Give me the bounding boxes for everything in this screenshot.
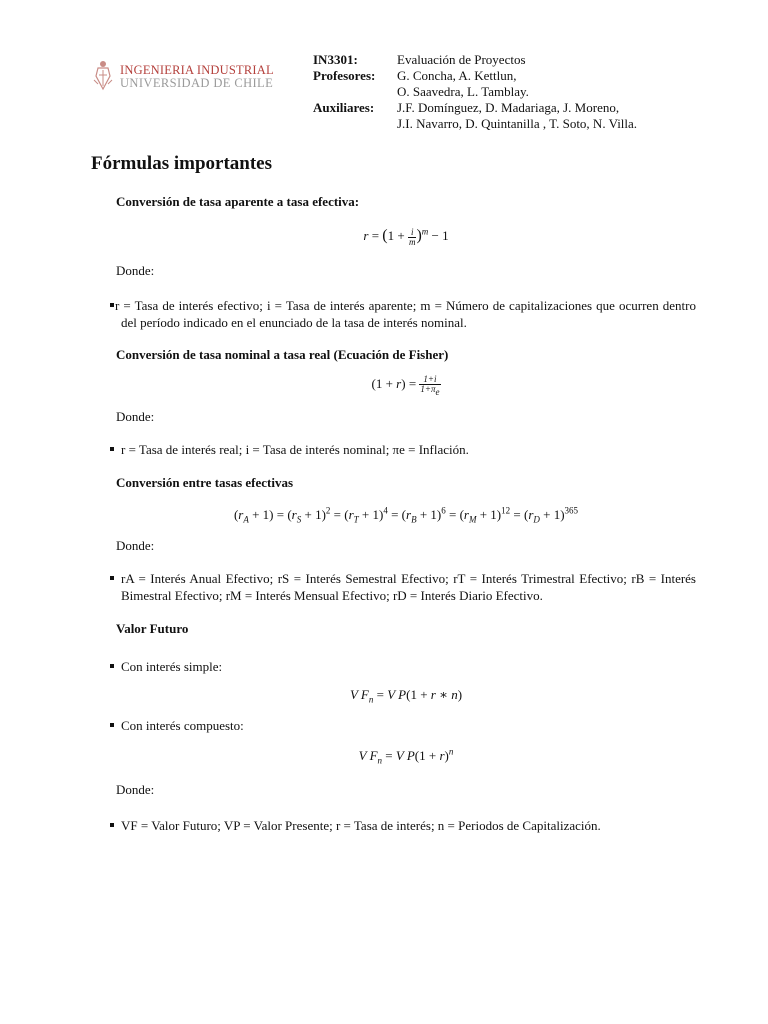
professors-line-2: O. Saavedra, L. Tamblay.: [397, 84, 529, 99]
formula-fisher: (1 + r) = $\frac{1+i}{1+\pi_e}$: [371, 374, 440, 397]
assistants-line-1: J.F. Domínguez, D. Madariaga, J. Moreno,: [397, 100, 620, 115]
bullet-icon: [110, 576, 114, 580]
donde-label: Donde:: [116, 262, 155, 278]
bullet-icon: [110, 723, 114, 727]
bullet-icon: [110, 823, 114, 827]
page-title: Fórmulas importantes: [91, 153, 273, 174]
bullet-icon: [110, 664, 114, 668]
assistants-label: Auxiliares:: [313, 100, 375, 115]
bullet-text: rA = Interés Anual Efectivo; rS = Interés Semestral Efectivo; rT = Interés Trimestral Efectivo; rB = Interés Bimestral Efectivo; rM = Interés Mensual Efectivo; rD = Interés Diario Efectivo.: [121, 571, 696, 604]
bullet-text: VF = Valor Futuro; VP = Valor Presente; r = Tasa de interés; n = Periodos de Capitalización.: [121, 818, 601, 834]
bullet-definitions-future-value: [116, 817, 696, 834]
course-value: Evaluación de Proyectos: [397, 52, 526, 67]
donde-label: Donde:: [116, 409, 155, 425]
section-heading-apparent-to-effective: Conversión de tasa aparente a tasa efectiva:: [116, 194, 360, 209]
section-heading-future-value: Valor Futuro: [116, 621, 189, 637]
professors-line-1: G. Concha, A. Kettlun,: [397, 68, 517, 83]
formula-compound-interest: V $F_n = V$ $P(1 + r)^n$: [358, 746, 454, 766]
crest-icon: [92, 58, 114, 92]
bullet-text: Con interés compuesto:: [121, 718, 244, 734]
bullet-definitions-effective: [116, 570, 696, 604]
donde-label: Donde:: [116, 538, 155, 554]
section-heading-fisher: Conversión de tasa nominal a tasa real (Ecuación de Fisher): [116, 346, 449, 362]
bullet-text: r = Tasa de interés efectivo; i = Tasa de interés aparente; m = Número de capitalizaciones que ocurren dentro del período indicado en el enunciado de la tasa de interés nominal.: [115, 297, 696, 330]
section-heading-effective-rates: Conversión entre tasas efectivas: [116, 475, 294, 491]
assistants-line-2: J.I. Navarro, D. Quintanilla , T. Soto, N. Villa.: [397, 116, 638, 131]
bullet-definitions-apparent: [116, 297, 696, 331]
bullet-text: r = Tasa de interés real; i = Tasa de interés nominal; πe = Inflación.: [121, 442, 469, 458]
course-label: IN3301:: [313, 52, 358, 67]
professors-label: Profesores:: [313, 68, 376, 83]
university-logo: [92, 56, 272, 98]
bullet-simple-interest: [116, 658, 696, 675]
bullet-icon: [110, 447, 114, 451]
bullet-definitions-fisher: [116, 441, 696, 458]
donde-label: Donde:: [116, 782, 155, 798]
formula-apparent-to-effective: r = (1 + $\frac{i}{m}$ )$^m$ − 1: [363, 226, 449, 247]
formula-effective-rates: $(r_A + 1) = (r_S + 1)^2 = (r_T + 1)^4 = (r_B + 1)^6 = (r_M + 1)^{12} = (r_D + 1)^{365}$: [233, 505, 579, 525]
logo-line-1: INGENIERIA INDUSTRIAL: [120, 63, 274, 77]
formula-simple-interest: V $F_n = V$ P(1 + r ∗ n): [349, 687, 463, 705]
bullet-text: Con interés simple:: [121, 659, 223, 675]
document-body: [116, 193, 696, 834]
bullet-compound-interest: [116, 717, 696, 734]
bullet-icon: [110, 303, 114, 307]
logo-line-2: UNIVERSIDAD DE CHILE: [120, 76, 274, 90]
course-header: [313, 52, 637, 132]
